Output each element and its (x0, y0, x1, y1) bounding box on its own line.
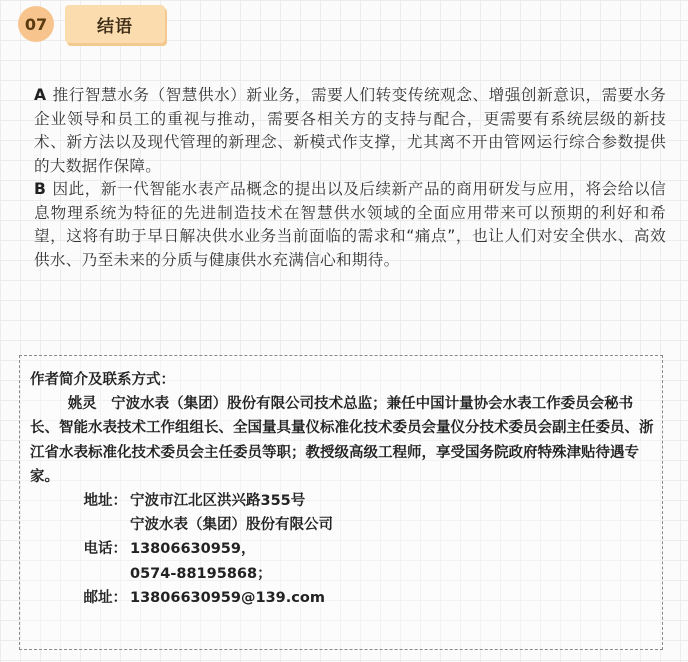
address-label: 地址： (83, 493, 127, 510)
paragraph-a-marker: A (34, 86, 47, 104)
section-title-tag (65, 5, 165, 43)
section-title: 结语 (97, 16, 133, 37)
address-row (30, 489, 654, 513)
email-row (30, 586, 654, 610)
phone-line-2: 0574-88195868； (130, 565, 272, 582)
paragraph-a-text: 推行智慧水务（智慧供水）新业务，需要人们转变传统观念、增强创新意识，需要水务企业领导和员工的重视与推动，需要各相关方的支持与配合，更需要有系统层级的新技术、新方法以及现代管理的新理念、新模式作支撑，尤其离不开由管网运行综合参数提供的大数据作保障。 (34, 86, 666, 175)
email-address[interactable]: 13806630959@139.com (130, 589, 325, 606)
author-heading: 作者简介及联系方式： (30, 372, 175, 388)
paragraph-a (34, 84, 666, 178)
email-label: 邮址： (83, 589, 127, 606)
phone-row (30, 537, 654, 561)
phone-label: 电话： (83, 541, 127, 558)
paragraph-b-marker: B (34, 180, 47, 198)
section-number: 07 (24, 14, 48, 34)
author-bio: 姚灵 宁波水表（集团）股份有限公司技术总监；兼任中国计量协会水表工作委员会秘书长、智能水表技术工作组组长、全国量具量仪标准化技术委员会量仪分技术委员会副主任委员、浙江省水表标准化技术委员会主任委员等职；教授级高级工程师，享受国务院政府特殊津贴待遇专家。 (30, 396, 654, 485)
section-number-badge (18, 6, 54, 42)
author-info (30, 368, 654, 610)
paragraph-b-text: 因此，新一代智能水表产品概念的提出以及后续新产品的商用研发与应用，将会给以信息物理系统为特征的先进制造技术在智慧供水领域的全面应用带来可以预期的利好和希望，这将有助于早日解决供水业务当前面临的需求和“痛点”，也让人们对安全供水、高效供水、乃至未来的分质与健康供水充满信心和期待。 (34, 180, 666, 269)
paragraph-b (34, 178, 666, 272)
address-line-2: 宁波水表（集团）股份有限公司 (130, 517, 333, 534)
conclusion-body (34, 84, 666, 272)
address-line-1: 宁波市江北区洪兴路355号 (130, 493, 306, 510)
phone-line-1: 13806630959， (130, 541, 256, 558)
